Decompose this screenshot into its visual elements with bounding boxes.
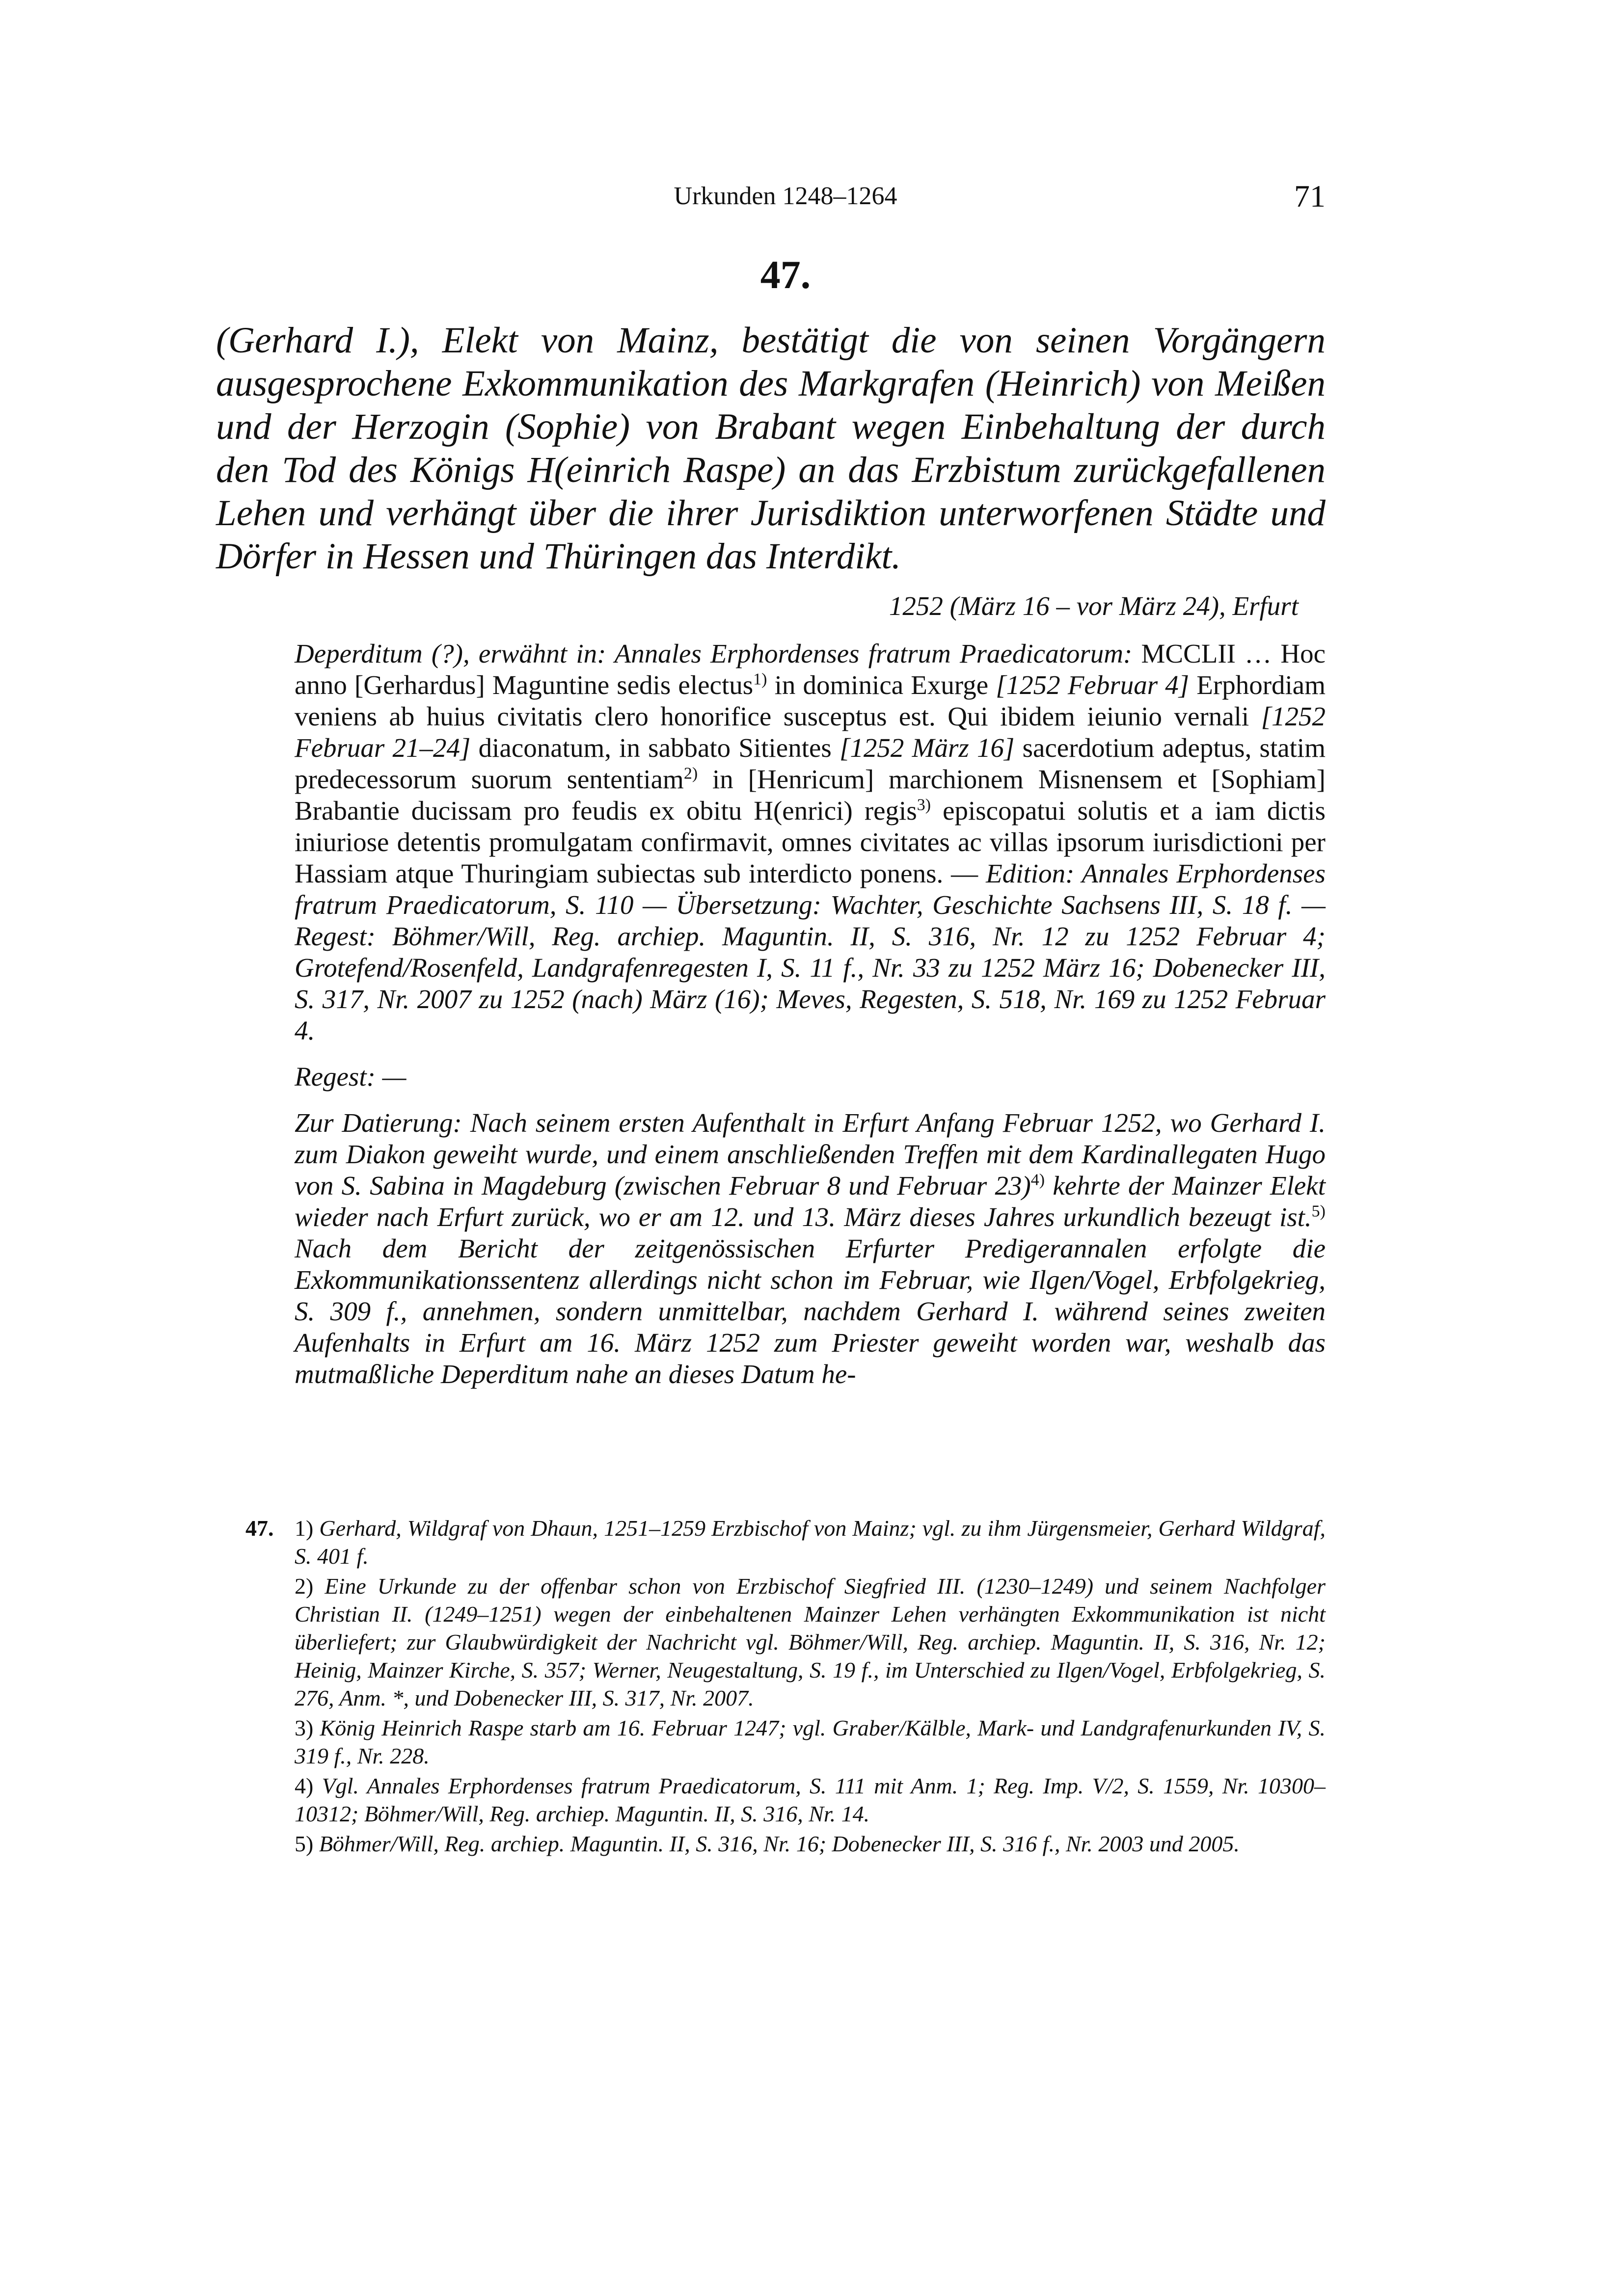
quote-text: diaconatum, in sabbato Sitientes <box>470 733 840 763</box>
quote-text: MCCLII … Hoc anno [Gerhardus] Maguntine sedis electus <box>295 639 1326 700</box>
running-title: Urkunden 1248–1264 <box>674 182 897 210</box>
quote-text: Erphordiam veniens ab huius civitatis clero honorifice susceptus est. Qui ibidem ieiunio vernali <box>295 670 1326 731</box>
footnote-text: Vgl. Annales Erphordenses fratrum Praedicatorum, S. 111 mit Anm. 1; Reg. Imp. V/2, S. 1559, Nr. 10300–10312; Böhmer/Will, Reg. archiep. Maguntin. II, S. 316, Nr. 14. <box>295 1773 1326 1826</box>
footnote-text: Böhmer/Will, Reg. archiep. Maguntin. II, S. 316, Nr. 16; Dobenecker III, S. 316 f., Nr. 2003 und 2005. <box>313 1831 1240 1856</box>
footnote-ref: 5) <box>1311 1202 1326 1221</box>
footnote-number: 2) <box>295 1574 314 1599</box>
page-number: 71 <box>1294 179 1326 214</box>
document-number: 47. <box>760 252 811 297</box>
footnote-number: 4) <box>295 1773 314 1798</box>
regest-title: (Gerhard I.), Elekt von Mainz, bestätigt die von seinen Vorgängern ausgesprochene Exkommunikation des Markgrafen (Heinrich) von Meißen und der Herzogin (Sophie) von Brabant wegen Einbehaltung der durch den Tod des Königs H(einrich Raspe) an das Erzbistum zurückgefallenen Lehen und verhängt über die ihrer Jurisdiktion unterworfenen Städte und Dörfer in Hessen und Thüringen das Interdikt. <box>216 320 1326 577</box>
footnote-number: 3) <box>295 1715 314 1740</box>
footnote-number: 1) <box>295 1516 314 1541</box>
datierung-text: Zur Datierung: Nach seinem ersten Aufenthalt in Erfurt Anfang Februar 1252, wo Gerhard I. zum Diakon geweiht wurde, und einem anschließenden Treffen mit dem Kardinallegaten Hugo von S. Sabina in Magdeburg (zwischen Februar 8 und Februar 23) <box>295 1108 1326 1201</box>
datierung-text: kehrte der Mainzer Elekt wieder nach Erfurt zurück, wo er am 12. und 13. März dieses Jahres urkundlich bezeugt ist. <box>295 1171 1326 1232</box>
footnote-text: Gerhard, Wildgraf von Dhaun, 1251–1259 Erzbischof von Mainz; vgl. zu ihm Jürgensmeier, Gerhard Wildgraf, S. 401 f. <box>295 1516 1326 1569</box>
footnotes <box>245 1514 1326 1860</box>
date-annotation: [1252 März 16] <box>839 733 1015 763</box>
quote-text: in dominica Exurge <box>767 670 996 700</box>
footnote-text: Eine Urkunde zu der offenbar schon von Erzbischof Siegfried III. (1230–1249) und seinem Nachfolger Christian II. (1249–1251) wegen der einbehaltenen Mainzer Lehen verhängten Exkommunikation ist nicht überliefert; zur Glaubwürdigkeit der Nachricht vgl. Böhmer/Will, Reg. archiep. Maguntin. II, S. 316, Nr. 12; Heinig, Mainzer Kirche, S. 357; Werner, Neugestaltung, S. 19 f., im Unterschied zu Ilgen/Vogel, Erbfolgekrieg, S. 276, Anm. *, und Dobenecker III, S. 317, Nr. 2007. <box>295 1574 1326 1710</box>
quote-text: episcopatui solutis et a iam dictis iniuriose detentis promulgatam confirmavit, omnes civitates ac villas ipsorum iurisdictioni per Hassiam atque Thuringiam subiectas sub interdicto ponens. — <box>295 796 1326 888</box>
date-annotation: [1252 Februar 4] <box>996 670 1190 700</box>
regest-line-text: Regest: — <box>295 1062 406 1092</box>
footnote-item <box>295 1830 1326 1858</box>
footnote-ref: 3) <box>917 796 931 814</box>
footnotes-label: 47. <box>245 1516 274 1541</box>
deperditum-paragraph <box>295 638 1326 1046</box>
footnote-item <box>295 1714 1326 1770</box>
deperditum-intro: Deperditum (?), erwähnt in: Annales Erphordenses fratrum Praedicatorum: <box>295 639 1133 668</box>
datierung-paragraph <box>295 1107 1326 1390</box>
footnote-item <box>295 1772 1326 1828</box>
date-annotation: [1252 Februar 21–24] <box>295 701 1326 763</box>
running-head <box>245 179 1326 218</box>
apparatus <box>295 638 1326 1405</box>
quote-text: sacerdotium adeptus, statim predecessorum suorum sententiam <box>295 733 1326 794</box>
footnote-list <box>295 1514 1326 1858</box>
footnote-ref: 1) <box>753 670 767 689</box>
dateline: 1252 (März 16 – vor März 24), Erfurt <box>889 591 1299 621</box>
quote-text: in [Henricum] marchionem Misnensem et [Sophiam] Brabantie ducissam pro feudis ex obitu H(enrici) regis <box>295 764 1326 826</box>
footnote-ref: 4) <box>1030 1171 1045 1189</box>
footnote-text: König Heinrich Raspe starb am 16. Februar 1247; vgl. Graber/Kälble, Mark- und Landgrafenurkunden IV, S. 319 f., Nr. 228. <box>295 1715 1326 1768</box>
datierung-text: Nach dem Bericht der zeitgenössischen Erfurter Predigerannalen erfolgte die Exkommunikationssentenz allerdings nicht schon im Februar, wie Ilgen/Vogel, Erbfolgekrieg, S. 309 f., annehmen, sondern unmittelbar, nachdem Gerhard I. während seines zweiten Aufenhalts in Erfurt am 16. März 1252 zum Priester geweiht worden war, weshalb das mutmaßliche Deperditum nahe an dieses Datum he- <box>295 1233 1326 1389</box>
footnote-ref: 2) <box>683 764 698 783</box>
references: Edition: Annales Erphordenses fratrum Praedicatorum, S. 110 — Übersetzung: Wachter, Geschichte Sachsens III, S. 18 f. — Regest: Böhmer/Will, Reg. archiep. Maguntin. II, S. 316, Nr. 12 zu 1252 Februar 4; Grotefend/Rosenfeld, Landgrafenregesten I, S. 11 f., Nr. 33 zu 1252 März 16; Dobenecker III, S. 317, Nr. 2007 zu 1252 (nach) März (16); Meves, Regesten, S. 518, Nr. 169 zu 1252 Februar 4. <box>295 858 1326 1045</box>
footnote-item <box>295 1514 1326 1570</box>
footnote-number: 5) <box>295 1831 314 1856</box>
regest-line <box>295 1061 1326 1093</box>
footnote-item <box>295 1572 1326 1712</box>
